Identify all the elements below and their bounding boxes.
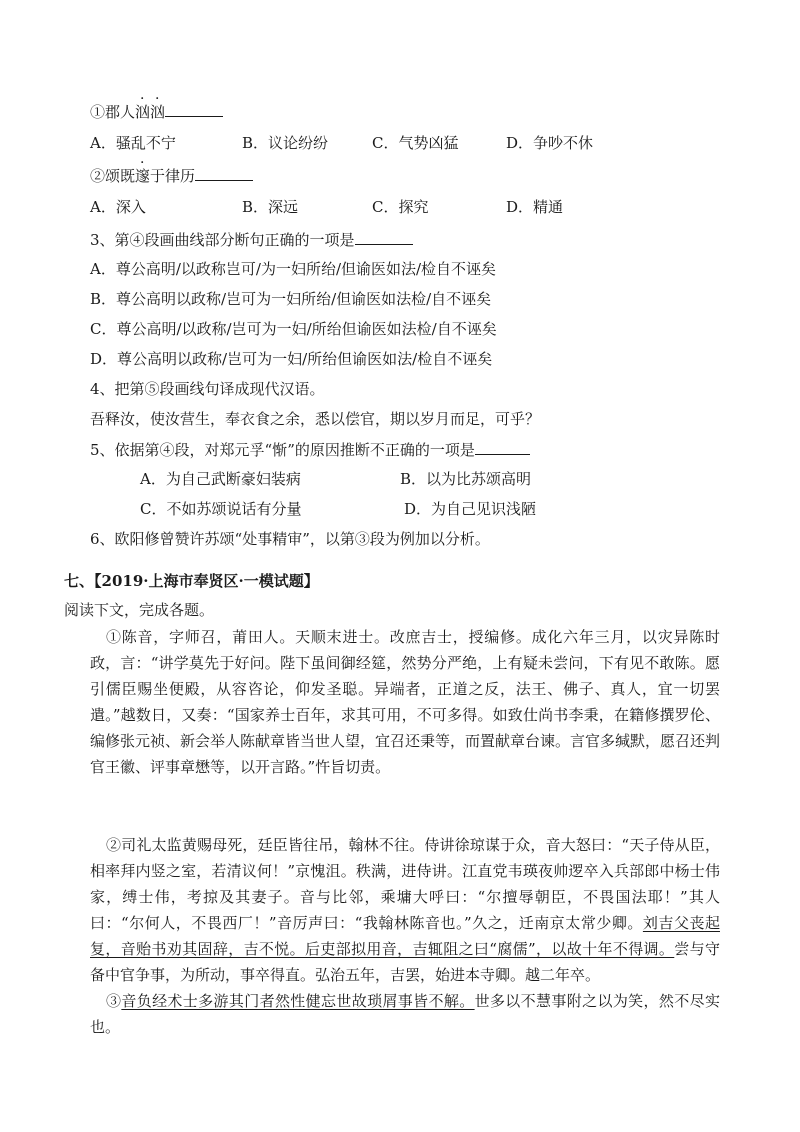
paragraph-2-text: ②司礼太监黄赐母死，廷臣皆往吊，翰林不往。侍讲徐琼谋于众，音大怒曰：“天子侍从臣，相率拜内竖之室，若清议何！”京愧沮。秩满，进侍讲。江直党韦瑛夜帅逻卒入兵部郎中杨士伟家，缚士伟，考掠及其妻子。音与比邻，乘墉大呼曰：“尔擅辱朝臣，不畏国法耶！”其人曰：“尔何人，不畏西厂！”音厉声曰：“我翰林陈音也。”久之，迁南京太常少卿。 <box>90 836 720 932</box>
q2-item1-dot2: 汹 <box>150 103 166 121</box>
q2-item1-prefix: ①郡人 <box>90 103 136 121</box>
q4-stem: 4、把第⑤段画线句译成现代汉语。 <box>90 380 325 398</box>
option-a: A．骚乱不宁 <box>90 134 176 152</box>
answer-blank[interactable] <box>195 166 253 181</box>
paragraph-3-tail: 世多以不慧事附之以为笑，然不尽实也。 <box>90 992 720 1036</box>
q4-sentence: 吾释汝，使汝营生，奉衣食之余，悉以偿官，期以岁月而足，可乎？ <box>90 410 541 428</box>
q3-option-d: D．尊公高明以政称/岂可为一妇/所绐但谕医如法/检自不诬矣 <box>90 350 493 368</box>
answer-blank[interactable] <box>475 440 530 455</box>
option-c: C．不如苏颂说话有分量 <box>140 500 302 518</box>
paragraph-3-number: ③ <box>106 992 122 1010</box>
q2-item2-prefix: ②颂既 <box>90 167 136 185</box>
q2-item2 <box>90 166 253 185</box>
passage-paragraph-2 <box>90 832 720 988</box>
section-instruction: 阅读下文，完成各题。 <box>64 601 215 619</box>
answer-blank[interactable] <box>165 102 223 117</box>
option-d: D．争吵不休 <box>506 134 594 152</box>
paragraph-2-underlined: 刘吉父丧起复，音贻书劝其固辞，吉不悦。后吏部拟用音，吉辄阻之曰“腐儒”，以故十年不得调。 <box>90 914 720 958</box>
option-c: C．气势凶猛 <box>372 134 459 152</box>
section-number: 七、 <box>64 572 95 590</box>
section-title: 【2019·上海市奉贤区·一模试题】 <box>94 572 319 590</box>
option-d: D．精通 <box>506 198 564 216</box>
option-a: A．为自己武断豪妇装病 <box>140 470 301 488</box>
q3-stem <box>90 230 413 249</box>
q3-option-c: C．尊公高明/以政称/岂可为一妇/所绐但谕医如法检/自不诬矣 <box>90 320 497 338</box>
paragraph-3-underlined: 音负经术士多游其门者然性健忘世故琐屑事皆不解。 <box>121 992 475 1010</box>
q2-item2-rest: 于律历 <box>150 167 196 185</box>
option-d: D．为自己见识浅陋 <box>404 500 537 518</box>
option-b: B．议论纷纷 <box>242 134 329 152</box>
q2-item2-dot: 邃 <box>135 167 151 185</box>
q2-item1-dot1: 汹 <box>135 103 151 121</box>
q3-option-a: A．尊公高明/以政称岂可/为一妇所绐/但谕医如法/检自不诬矣 <box>90 260 497 278</box>
q3-option-b: B．尊公高明以政称/岂可为一妇所绐/但谕医如法检/自不诬矣 <box>90 290 492 308</box>
option-a: A．深入 <box>90 198 146 216</box>
q5-stem-text: 5、依据第④段，对郑元孚“惭”的原因推断不正确的一项是 <box>90 441 475 459</box>
q3-stem-text: 3、第④段画曲线部分断句正确的一项是 <box>90 231 355 249</box>
section-heading <box>64 572 319 590</box>
answer-blank[interactable] <box>355 230 413 245</box>
passage-paragraph-3 <box>90 988 720 1040</box>
q5-stem <box>90 440 530 459</box>
q2-item1 <box>90 102 223 121</box>
paragraph-1-text: ①陈音，字师召，莆田人。天顺末进士。改庶吉士，授编修。成化六年三月，以灾异陈时政，言：“讲学莫先于好问。陛下虽间御经筵，然势分严绝，上有疑未尝问，下有见不敢陈。愿引儒臣赐坐便殿，从容咨论，仰发圣聪。异端者，正道之反，法王、佛子、真人，宜一切罢遣。”越数日，又奏：“国家养士百年，求其可用，不可多得。如致仕尚书李秉，在籍修撰罗伦、编修张元祯、新会举人陈献章皆当世人望，宜召还秉等，而置献章台谏。言官多缄默，愿召还判官王徽、评事章懋等，以开言路。”忤旨切责。 <box>90 628 721 776</box>
option-b: B．以为比苏颂高明 <box>400 470 532 488</box>
option-c: C．探究 <box>372 198 429 216</box>
passage-paragraph-1 <box>90 624 720 780</box>
option-b: B．深远 <box>242 198 299 216</box>
paragraph-2-tail: 尝与守备中官争事，为所动，事卒得直。弘治五年，吉罢，始进本寺卿。越二年卒。 <box>90 940 720 984</box>
q6-stem: 6、欧阳修曾赞许苏颂“处事精审”，以第③段为例加以分析。 <box>90 530 490 548</box>
